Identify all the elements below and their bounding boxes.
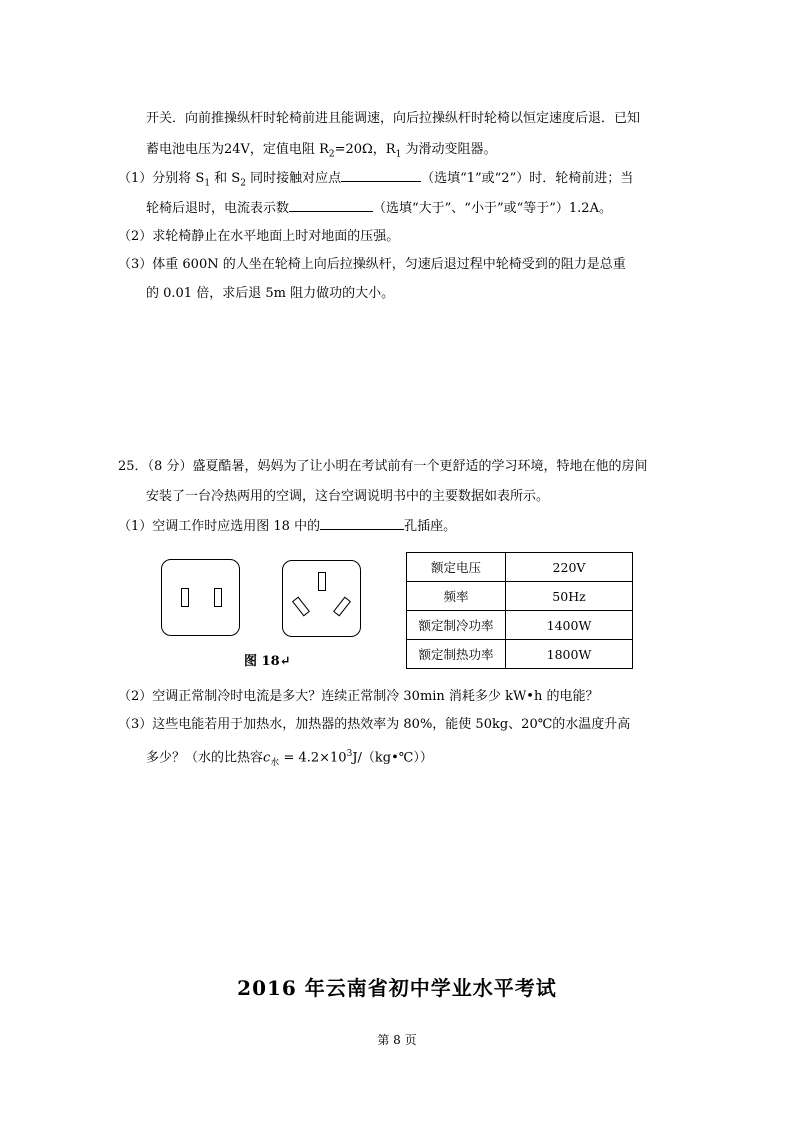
socket-slot-neutral: [333, 597, 351, 617]
q24-part1-line2: [146, 199, 612, 218]
spec-key: 额定制冷功率: [407, 611, 506, 640]
page-number: 第 8 页: [377, 1033, 417, 1047]
table-row: [407, 553, 633, 582]
spec-value: 1800W: [506, 640, 633, 669]
q24-part3-line2: 的 0.01 倍，求后退 5m 阻力做功的大小。: [146, 286, 395, 301]
q25-part1: [118, 517, 456, 536]
table-row: [407, 611, 633, 640]
q25-p1-text-a: （1）空调工作时应选用图 18 中的: [118, 519, 321, 534]
spec-key: 频率: [407, 582, 506, 611]
q25-part2: （2）空调正常制冷时电流是多大？连续正常制冷 30min 消耗多少 kW•h 的电能？: [118, 689, 599, 704]
r2-subscript: 2: [328, 149, 335, 160]
q25-p3-unit: J/（kg•℃））: [352, 750, 433, 766]
answer-blank-contact-point[interactable]: [341, 169, 421, 182]
socket-slot-live: [292, 597, 310, 617]
s2-subscript: 2: [240, 178, 246, 189]
q24-p1-line2-text-b: （选填“大于”、“小于”或“等于”）1.2A。: [373, 201, 612, 216]
spec-key: 额定制热功率: [407, 640, 506, 669]
air-conditioner-spec-table: [406, 552, 633, 669]
specific-heat-symbol: c: [263, 750, 271, 766]
q24-part2: （2）求轮椅静止在水平地面上时对地面的压强。: [118, 229, 400, 244]
q25-intro-line1: 25．（8 分）盛夏酷暑，妈妈为了让小明在考试前有一个更舒适的学习环境，特地在他的房间: [118, 459, 648, 474]
q24-p1-line2-text-a: 轮椅后退时，电流表示数: [146, 201, 290, 216]
q24-p1-text-c: 同时接触对应点: [245, 171, 342, 186]
q24-part3-line1: （3）体重 600N 的人坐在轮椅上向后拉操纵杆，匀速后退过程中轮椅受到的阻力是总重: [118, 257, 626, 272]
answer-blank-ammeter-reading[interactable]: [289, 199, 373, 212]
q24-intro-text-a: 蓄电池电压为24V，定值电阻 R: [146, 142, 329, 157]
q24-intro-line1: 开关．向前推操纵杆时轮椅前进且能调速，向后拉操纵杆时轮椅以恒定速度后退．已知: [146, 111, 641, 126]
q24-p1-text-d: （选填“1”或“2”）时．轮椅前进；当: [421, 171, 634, 186]
s1-subscript: 1: [204, 178, 211, 189]
spec-value: 1400W: [506, 611, 633, 640]
socket-slot-right: [214, 588, 222, 607]
table-row: [407, 582, 633, 611]
figure-18-caption: 图 18↵: [244, 654, 291, 669]
table-row: [407, 640, 633, 669]
q25-intro-line2: 安装了一台冷热两用的空调，这台空调说明书中的主要数据如表所示。: [146, 489, 550, 504]
spec-value: 50Hz: [506, 582, 633, 611]
q24-intro-line2: [146, 141, 496, 164]
q24-intro-text-c: 为滑动变阻器。: [401, 142, 497, 157]
q24-part1-line1: [118, 169, 633, 193]
exponent: 3: [346, 749, 353, 759]
r1-subscript: 1: [395, 149, 402, 160]
q25-p3-equation: = 4.2×10: [279, 750, 347, 766]
spec-key: 额定电压: [407, 553, 506, 582]
q25-part3-line2: [146, 745, 433, 772]
socket-slot-earth: [318, 572, 326, 591]
specific-heat-subscript: 水: [270, 757, 280, 768]
q24-p1-text-b: 和 S: [210, 171, 241, 186]
q24-intro-text-b: =20Ω，R: [334, 142, 396, 157]
q25-p3-text-a: 多少？（水的比热容: [146, 750, 264, 766]
two-hole-socket-icon: [161, 559, 240, 636]
three-hole-socket-icon: [282, 560, 361, 637]
exam-title: 2016 年云南省初中学业水平考试: [237, 976, 557, 1000]
socket-slot-left: [181, 588, 189, 607]
q24-p1-text-a: （1）分别将 S: [118, 171, 205, 186]
q25-part3-line1: （3）这些电能若用于加热水，加热器的热效率为 80%，能使 50kg、20℃的水温度升高: [118, 717, 631, 732]
spec-value: 220V: [506, 553, 633, 582]
q25-p1-text-b: 孔插座。: [404, 519, 457, 534]
answer-blank-socket-type[interactable]: [320, 517, 404, 530]
